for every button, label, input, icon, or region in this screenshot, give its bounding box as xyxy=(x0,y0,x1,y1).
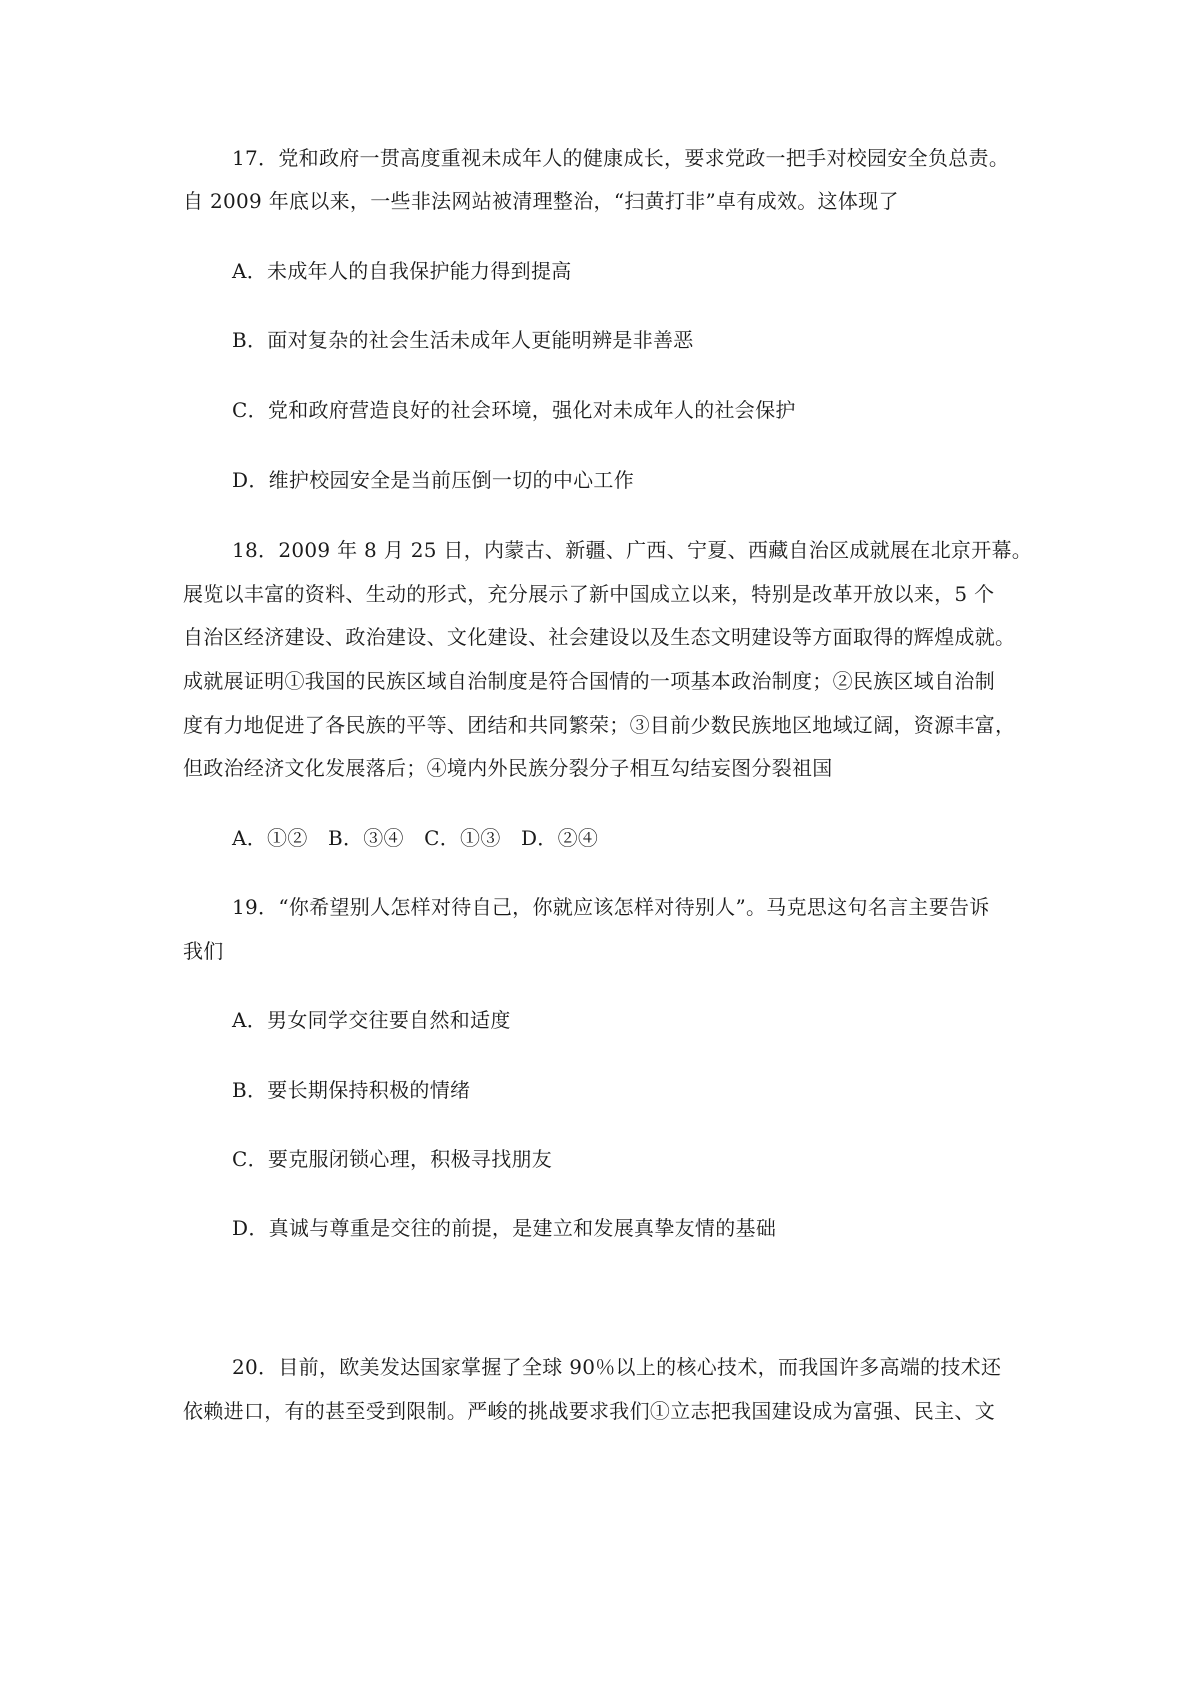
q18-stem-line-2: 展览以丰富的资料、生动的形式，充分展示了新中国成立以来，特别是改革开放以来，5 个 xyxy=(183,582,995,606)
q19-option-b: B．要长期保持积极的情绪 xyxy=(232,1078,471,1102)
q18-stem-line-3: 自治区经济建设、政治建设、文化建设、社会建设以及生态文明建设等方面取得的辉煌成就。 xyxy=(183,625,1016,649)
q20-stem-line-2: 依赖进口，有的甚至受到限制。严峻的挑战要求我们①立志把我国建设成为富强、民主、文 xyxy=(183,1399,995,1423)
q17-stem-line-2: 自 2009 年底以来，一些非法网站被清理整治，“扫黄打非”卓有成效。这体现了 xyxy=(183,189,899,213)
q19-option-c: C．要克服闭锁心理，积极寻找朋友 xyxy=(232,1147,553,1171)
q18-stem-line-1: 18．2009 年 8 月 25 日，内蒙古、新疆、广西、宁夏、西藏自治区成就展在北京开幕。 xyxy=(232,538,1033,562)
q17-stem-line-1: 17．党和政府一贯高度重视未成年人的健康成长，要求党政一把手对校园安全负总责。 xyxy=(232,146,1010,170)
q18-options: A．①② B．③④ C．①③ D．②④ xyxy=(232,826,599,850)
q17-option-c: C．党和政府营造良好的社会环境，强化对未成年人的社会保护 xyxy=(232,398,796,422)
q19-option-d: D．真诚与尊重是交往的前提，是建立和发展真挚友情的基础 xyxy=(232,1216,777,1240)
q18-stem-line-6: 但政治经济文化发展落后；④境内外民族分裂分子相互勾结妄图分裂祖国 xyxy=(183,756,833,780)
q17-option-a: A．未成年人的自我保护能力得到提高 xyxy=(232,259,572,283)
q18-stem-line-4: 成就展证明①我国的民族区域自治制度是符合国情的一项基本政治制度；②民族区域自治制 xyxy=(183,669,995,693)
q17-option-d: D．维护校园安全是当前压倒一切的中心工作 xyxy=(232,468,635,492)
q17-option-b: B．面对复杂的社会生活未成年人更能明辨是非善恶 xyxy=(232,328,694,352)
q19-stem-line-1: 19．“你希望别人怎样对待自己，你就应该怎样对待别人”。马克思这句名言主要告诉 xyxy=(232,895,990,919)
q19-stem-line-2: 我们 xyxy=(183,939,224,963)
q18-stem-line-5: 度有力地促进了各民族的平等、团结和共同繁荣；③目前少数民族地区地域辽阔，资源丰富， xyxy=(183,713,1016,737)
q19-option-a: A．男女同学交往要自然和适度 xyxy=(232,1008,511,1032)
q20-stem-line-1: 20．目前，欧美发达国家掌握了全球 90％以上的核心技术，而我国许多高端的技术还 xyxy=(232,1355,1002,1379)
